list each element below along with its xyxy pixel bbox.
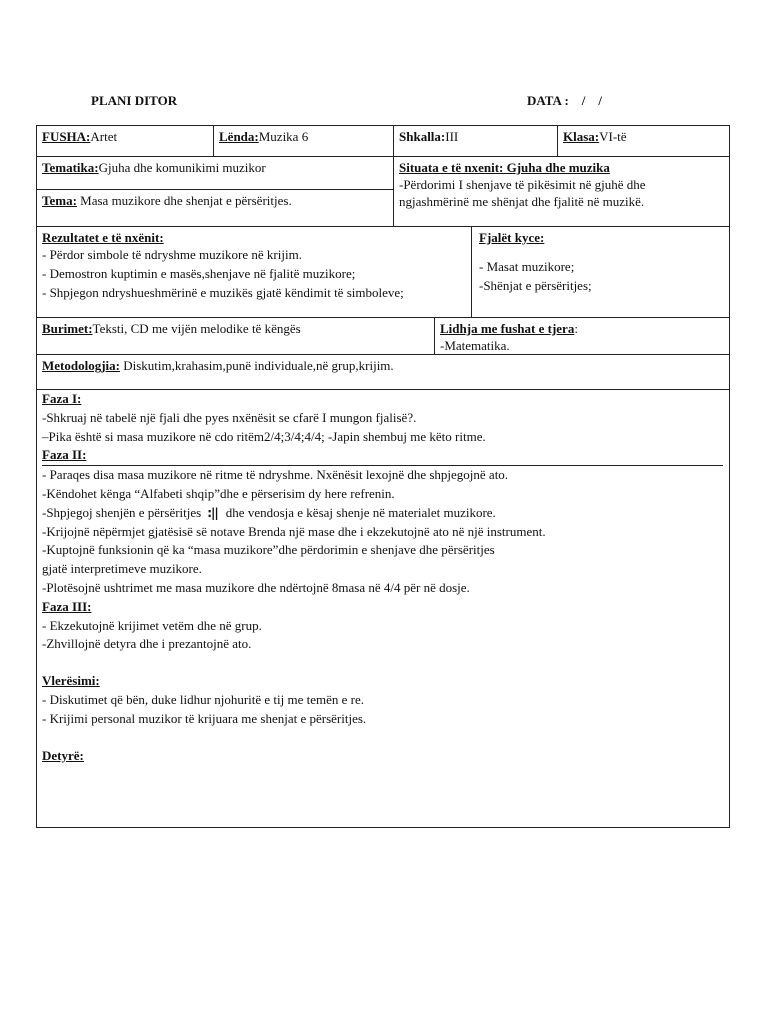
situata-label: Situata e të nxenit: Gjuha dhe muzika [399, 160, 610, 175]
cell-situata [393, 157, 729, 226]
tematika-label: Tematika: [42, 160, 99, 175]
faza3-line: - Ekzekutojnë krijimet vetëm dhe në grup. [42, 617, 262, 633]
date-field: DATA : / / [527, 93, 602, 108]
faza2-line: -Krijojnë nëpërmjet gjatësisë së notave Brenda një mase dhe i ekzekutojnë ato në një instrument. [42, 523, 546, 539]
tema-block [37, 190, 393, 211]
shkalla-label: Shkalla: [399, 129, 446, 144]
row-outcomes [37, 227, 729, 318]
faza2-line: -Këndohet kënga “Alfabeti shqip”dhe e përserisim dy here refrenin. [42, 485, 395, 501]
lidhja-colon: : [574, 321, 578, 336]
row-resources [37, 318, 729, 355]
lenda-label: Lënda: [219, 129, 259, 144]
outcome-item: - Shpjegon ndryshueshmërinë e muzikës gjatë këndimit të simboleve; [42, 284, 404, 300]
cell-metodologjia [37, 355, 729, 389]
burimet-value: Teksti, CD me vijën melodike të këngës [92, 321, 301, 336]
page-title: PLANI DITOR [91, 93, 178, 108]
repeat-sign-icon: :|| [207, 505, 218, 520]
klasa-label: Klasa: [563, 129, 600, 144]
faza2-line3b: dhe vendosja e kësaj shenje në materialet muzikore. [225, 504, 496, 520]
faza2-label: Faza II: [42, 446, 723, 466]
vleresimi-label: Vlerësimi: [42, 673, 100, 689]
fusha-label: FUSHA: [42, 129, 91, 144]
faza1-line: -Shkruaj në tabelë një fjali dhe pyes nxënësit se cfarë I mungon fjalisë?. [42, 409, 417, 425]
fjalet-label: Fjalët kyce: [479, 230, 545, 245]
cell-tematika-tema [37, 157, 393, 226]
keyword-item: - Masat muzikore; [479, 259, 575, 274]
metodologjia-label: Metodologjia: [42, 358, 120, 373]
lesson-phases [42, 390, 723, 765]
lesson-plan-table [36, 125, 730, 828]
klasa-value: VI-të [599, 129, 627, 144]
cell-fusha [37, 126, 213, 156]
faza2-line: - Paraqes disa masa muzikore në ritme të ndryshme. Nxënësit lexojnë dhe shpjegojnë ato. [42, 467, 509, 483]
outcome-item: - Përdor simbole të ndryshme muzikore në krijim. [42, 247, 302, 262]
vleresimi-line: - Diskutimet që bën, duke lidhur njohuritë e tij me temën e re. [42, 691, 365, 707]
row-subject-info [37, 126, 729, 157]
keyword-item: -Shënjat e përsëritjes; [479, 277, 592, 293]
cell-lenda [213, 126, 393, 156]
detyre-label: Detyrë: [42, 747, 84, 763]
faza2-line3a: -Shpjegoj shenjën e përsëritjes [42, 504, 202, 520]
cell-lidhja [434, 318, 729, 354]
cell-klasa [557, 126, 729, 156]
faza3-label: Faza III: [42, 598, 92, 614]
tema-value: Masa muzikore dhe shenjat e përsëritjes. [76, 193, 292, 208]
faza3-line: -Zhvillojnë detyra dhe i prezantojnë ato. [42, 636, 252, 652]
row-methodology [37, 355, 729, 390]
tematika-block [37, 157, 393, 190]
faza1-line: –Pika është si masa muzikore në cdo ritëm2/4;3/4;4/4; -Japin shembuj me këto ritme. [42, 428, 486, 444]
situata-line: ngjashmërinë me shënjat dhe fjalitë në muzikë. [399, 194, 645, 209]
faza2-line: -Kuptojnë funksionin që ka “masa muzikore”dhe përdorimin e shenjave dhe përsëritjes [42, 542, 495, 558]
lidhja-label: Lidhja me fushat e tjera [440, 321, 575, 336]
outcome-item: - Demostron kuptimin e masës,shenjave në fjalitë muzikore; [42, 265, 356, 281]
row-theme [37, 157, 729, 227]
cell-burimet [37, 318, 434, 354]
lidhja-value: -Matematika. [440, 338, 510, 353]
burimet-label: Burimet: [42, 321, 93, 336]
shkalla-value: III [445, 129, 459, 144]
faza2-line: gjatë interpretimeve muzikore. [42, 561, 202, 577]
cell-rezultatet [37, 227, 471, 317]
rezultatet-label: Rezultatet e të nxënit: [42, 230, 164, 245]
faza1-label: Faza I: [42, 391, 82, 406]
situata-line: -Përdorimi I shenjave të pikësimit në gjuhë dhe [399, 177, 646, 192]
faza2-line: -Plotësojnë ushtrimet me masa muzikore dhe ndërtojnë 8masa në 4/4 për në dosje. [42, 579, 470, 595]
metodologjia-value: Diskutim,krahasim,punë individuale,në grup,krijim. [119, 358, 394, 373]
tema-label: Tema: [42, 193, 77, 208]
faza2-line-repeat [42, 504, 723, 523]
fusha-value: Artet [90, 129, 118, 144]
vleresimi-line: - Krijimi personal muzikor të krijuara me shenjat e përsëritjes. [42, 710, 367, 726]
cell-fjalet [471, 227, 729, 317]
lenda-value: Muzika 6 [258, 129, 309, 144]
cell-shkalla [393, 126, 557, 156]
tematika-value: Gjuha dhe komunikimi muzikor [98, 160, 266, 175]
